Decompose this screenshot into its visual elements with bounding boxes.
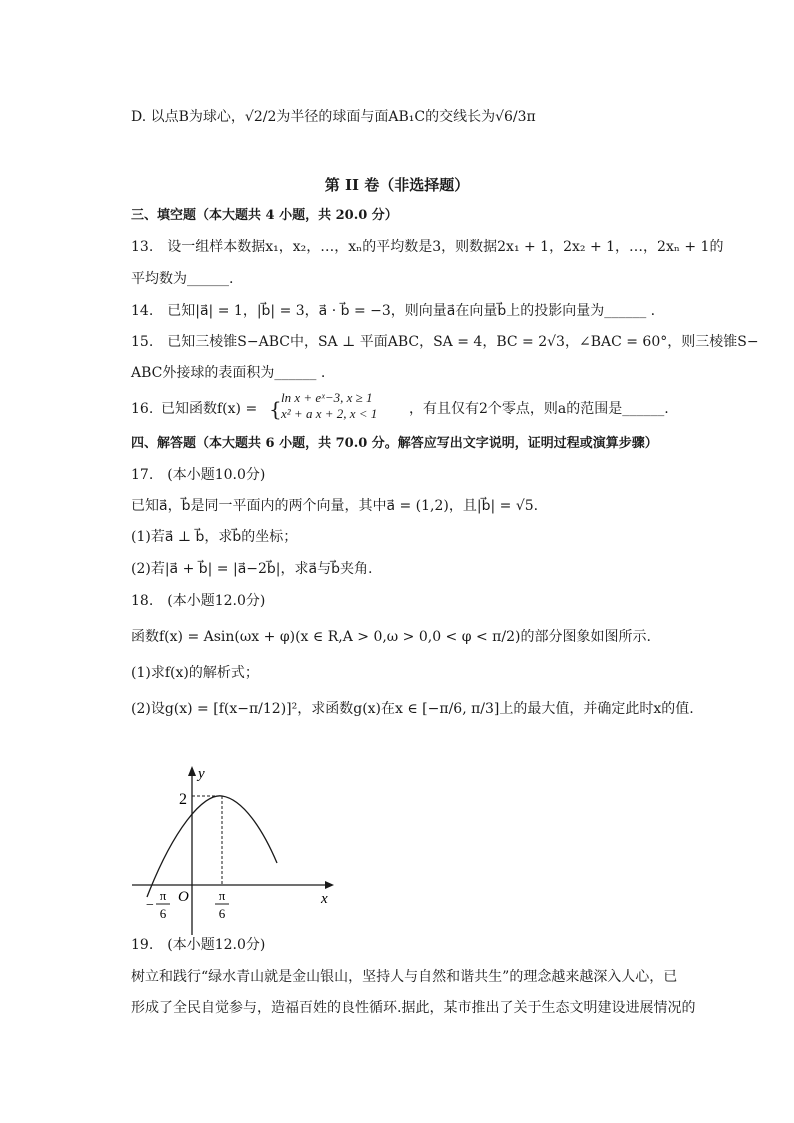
q18-header <box>131 590 265 612</box>
q15-line1 <box>131 331 759 353</box>
function-graph <box>128 760 348 940</box>
q14-text: 已知|a⃗| = 1，|b⃗| = 3，a⃗ · b⃗ = −3，则向量a⃗在向量b⃗上的投影向量为______ . <box>167 303 656 319</box>
q16-case2: x² + a x + 2, x < 1 <box>281 406 378 421</box>
q16-prefix: 已知函数f(x) = <box>161 401 258 417</box>
q19-line2: 形成了全民自觉参与，造福百姓的良性循环.据此，某市推出了关于生态文明建设进展情况的 <box>131 1000 696 1016</box>
q15-text: 已知三棱锥S−ABC中，SA ⊥ 平面ABC，SA = 4，BC = 2√3，∠BAC = 60°，则三棱锥S− <box>167 334 759 350</box>
q13-text: 设一组样本数据x₁，x₂，…，xₙ的平均数是3，则数据2x₁ + 1，2x₂ + 1，…，2xₙ + 1的 <box>167 239 724 255</box>
x-axis-label: x <box>321 891 328 907</box>
q13-number: 13. <box>131 239 154 255</box>
q18-line2: (1)求f(x)的解析式； <box>131 665 259 681</box>
origin-label: O <box>178 889 189 905</box>
q13-line1 <box>131 236 723 258</box>
q16-case1: ln x + eˣ−3, x ≥ 1 <box>281 390 373 405</box>
section3-heading: 三、填空题（本大题共 4 小题，共 20.0 分） <box>131 208 398 223</box>
q17-header <box>131 464 265 486</box>
q13-line2: 平均数为______. <box>131 271 234 287</box>
section4-heading: 四、解答题（本大题共 6 小题，共 70.0 分。解答应写出文字说明，证明过程或演算步骤） <box>131 436 658 451</box>
q17-number: 17. <box>131 467 154 483</box>
sine-curve <box>147 796 277 897</box>
q19-line1: 树立和践行“绿水青山就是金山银山，坚持人与自然和谐共生”的理念越来越深入人心，已 <box>131 969 678 985</box>
q19-score: (本小题12.0分) <box>167 937 266 953</box>
y-axis-label: y <box>198 766 205 782</box>
x-axis-arrow <box>325 881 334 889</box>
left-root-sign: − <box>146 898 154 913</box>
q18-line3: (2)设g(x) = [f(x−π/12)]²，求函数g(x)在x ∈ [−π/6, π/3]上的最大值，并确定此时x的值. <box>131 701 694 717</box>
peak-x-numerator: π <box>218 888 226 903</box>
q15-line2: ABC外接球的表面积为______ . <box>131 365 326 381</box>
q19-header <box>131 934 265 956</box>
q18-number: 18. <box>131 593 154 609</box>
peak-x-denominator: 6 <box>218 906 226 921</box>
q16-suffix: ，有且仅有2个零点，则a的范围是______. <box>409 401 669 417</box>
q17-line3: (2)若|a⃗ + b⃗| = |a⃗−2b⃗|，求a⃗与b⃗夹角. <box>131 561 373 577</box>
left-root-denominator: 6 <box>159 906 167 921</box>
max-value-label: 2 <box>179 791 187 808</box>
q17-line2: (1)若a⃗ ⊥ b⃗，求b⃗的坐标； <box>131 529 298 545</box>
q17-score: (本小题10.0分) <box>167 467 266 483</box>
q14-line1 <box>131 300 655 322</box>
q15-number: 15. <box>131 334 154 350</box>
part2-title: 第 II 卷（非选择题） <box>324 176 470 194</box>
q17-line1: 已知a⃗，b⃗是同一平面内的两个向量，其中a⃗ = (1,2)，且|b⃗| = √5. <box>131 498 539 514</box>
q18-score: (本小题12.0分) <box>167 593 266 609</box>
q18-line1: 函数f(x) = Asin(ωx + φ)(x ∈ R,A > 0,ω > 0,0 < φ < π/2)的部分图象如图所示. <box>131 629 651 645</box>
q16-number: 16. <box>131 401 154 417</box>
option-d: D. 以点B为球心，√2/2为半径的球面与面AB₁C的交线长为√6/3π <box>131 109 536 125</box>
y-axis-arrow <box>188 766 196 776</box>
q14-number: 14. <box>131 303 154 319</box>
q16-brace: { <box>269 397 282 421</box>
q19-number: 19. <box>131 937 154 953</box>
left-root-numerator: π <box>159 888 167 903</box>
